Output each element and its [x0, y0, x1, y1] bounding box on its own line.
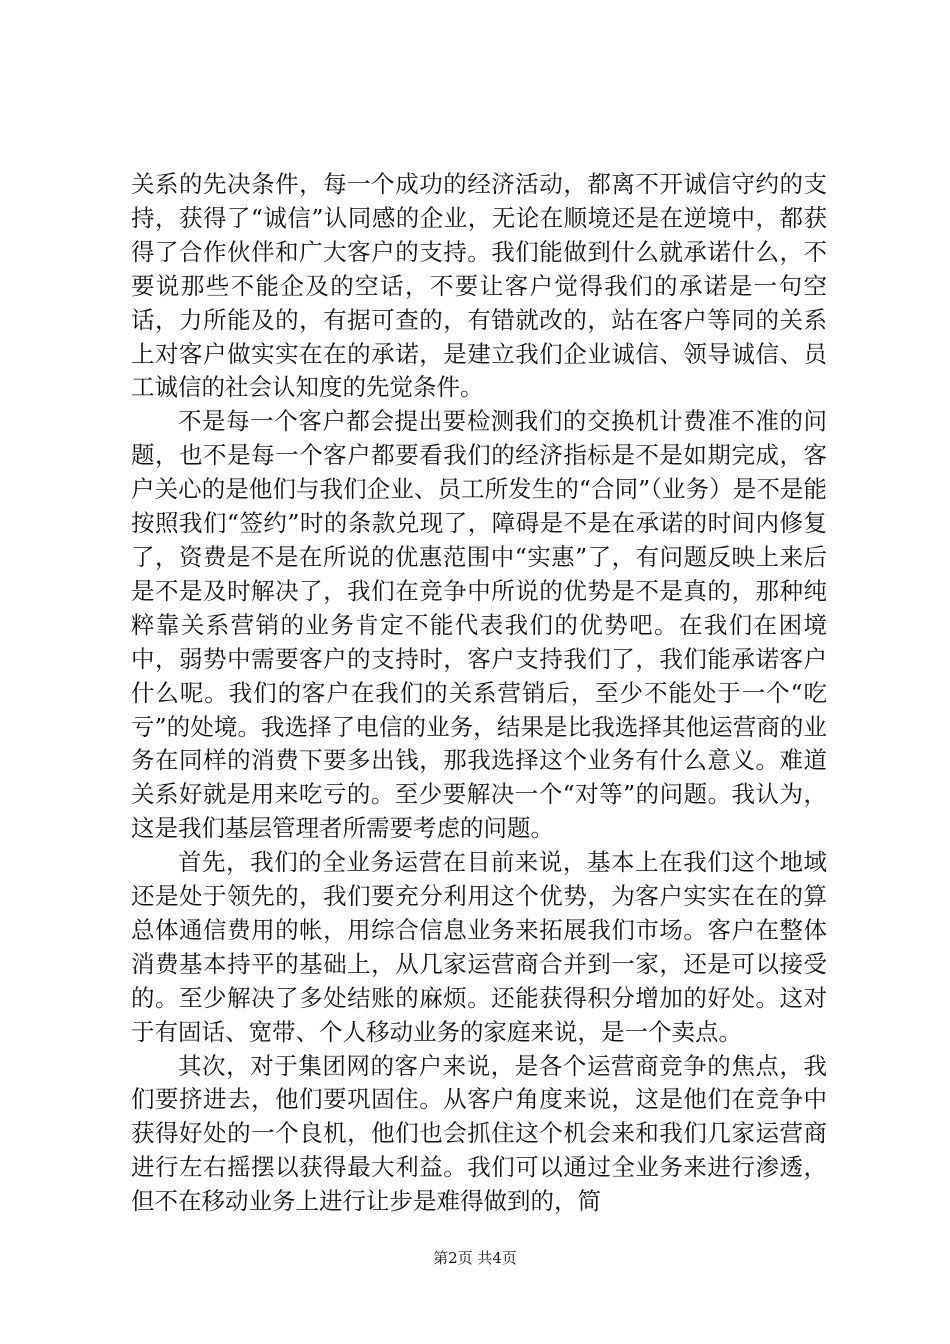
body-text — [131, 168, 827, 1219]
paragraph-3: 首先，我们的全业务运营在目前来说，基本上在我们这个地域还是处于领先的，我们要充分利用这个优势，为客户实实在在的算总体通信费用的帐，用综合信息业务来拓展我们市场。客户在整体消费基本持平的基础上，从几家运营商合并到一家，还是可以接受的。至少解决了多处结账的麻烦。还能获得积分增加的好处。这对于有固话、宽带、个人移动业务的家庭来说，是一个卖点。 — [131, 848, 827, 1046]
paragraph-4: 其次，对于集团网的客户来说，是各个运营商竞争的焦点，我们要挤进去，他们要巩固住。从客户角度来说，这是他们在竞争中获得好处的一个良机，他们也会抓住这个机会来和我们几家运营商进行左右摇摆以获得最大利益。我们可以通过全业务来进行渗透，但不在移动业务上进行让步是难得做到的，简 — [131, 1051, 827, 1216]
page-footer: 第2页 共4页 — [433, 1249, 517, 1267]
paragraph-1: 关系的先决条件，每一个成功的经济活动，都离不开诚信守约的支持，获得了“诚信”认同感的企业，无论在顺境还是在逆境中，都获得了合作伙伴和广大客户的支持。我们能做到什么就承诺什么，不要说那些不能企及的空话，不要让客户觉得我们的承诺是一句空话，力所能及的，有据可查的，有错就改的，站在客户等同的关系上对客户做实实在在的承诺，是建立我们企业诚信、领导诚信、员工诚信的社会认知度的先觉条件。 — [131, 170, 827, 402]
paragraph-2: 不是每一个客户都会提出要检测我们的交换机计费准不准的问题，也不是每一个客户都要看我们的经济指标是不是如期完成，客户关心的是他们与我们企业、员工所发生的“合同”（业务）是不是能按照我们“签约”时的条款兑现了，障碍是不是在承诺的时间内修复了，资费是不是在所说的优惠范围中“实惠”了，有问题反映上来后是不是及时解决了，我们在竞争中所说的优势是不是真的，那种纯粹靠关系营销的业务肯定不能代表我们的优势吧。在我们在困境中，弱势中需要客户的支持时，客户支持我们了，我们能承诺客户什么呢。我们的客户在我们的关系营销后，至少不能处于一个“吃亏”的处境。我选择了电信的业务，结果是比我选择其他运营商的业务在同样的消费下要多出钱，那我选择这个业务有什么意义。难道关系好就是用来吃亏的。至少要解决一个“对等”的问题。我认为，这是我们基层管理者所需要考虑的问题。 — [131, 407, 827, 843]
